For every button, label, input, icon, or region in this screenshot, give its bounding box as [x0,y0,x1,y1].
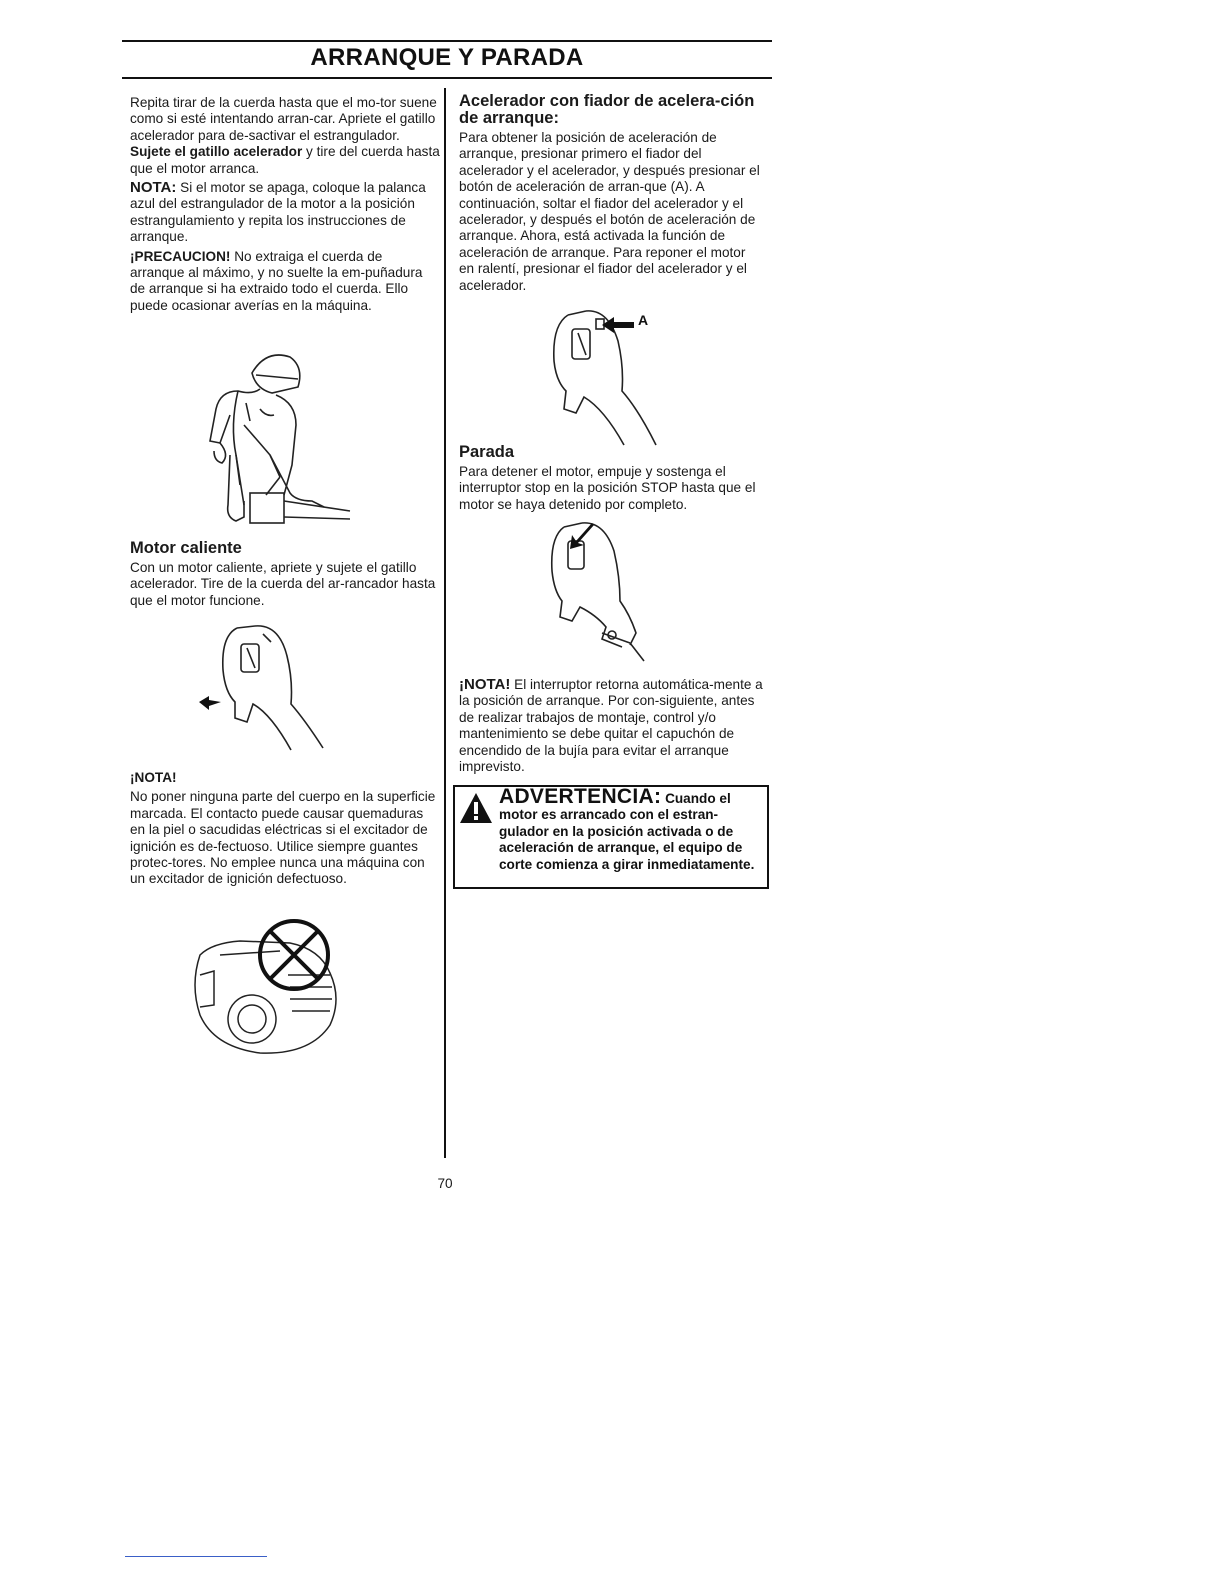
nota3-block [459,677,764,778]
nota2-label: ¡NOTA! [130,770,177,785]
stop-switch-figure [540,515,670,665]
nota3-paragraph: ¡NOTA! El interruptor retorna automática-mente a la posición de arranque. Por con-siguiente, antes de realizar trabajos de montaje, control y/o mantenimiento se debe quitar el capuchón de encendido de la bujía para evitar el arranque imprevisto. [459,676,763,775]
warning-title: ADVERTENCIA: [499,785,662,808]
warning-triangle-icon [458,791,494,825]
precaucion-label: ¡PRECAUCION! [130,248,231,264]
acelerador-text: Para obtener la posición de aceleración de arranque, presionar primero el fiador del acelerador y el acelerador, y después presionar el botón de aceleración de arran-que (A). A continuación, soltar el fiador del acelerador y el acelerador, y después el botón de aceleración de arranque. Ahora, está activada la función de aceleración de arranque. Para reponer el motor en ralentí, presionar el fiador del acelerador y el acelerador. [459,130,760,293]
acelerador-block [459,93,764,297]
footer-rule [125,1556,267,1557]
throttle-handle-figure-warm [195,620,330,755]
nota-label: NOTA: [130,179,177,197]
left-intro-block [130,95,440,317]
intro-bold: Sujete el gatillo acelerador [130,144,303,160]
operator-starting-figure [200,345,360,527]
warning-text [499,785,767,873]
motor-caliente-heading: Motor caliente [130,539,242,557]
header-rule-top [122,40,772,42]
figure-label-a: A [638,312,649,328]
arrow-icon [199,696,221,710]
acelerador-heading: Acelerador con fiador de acelera-ción de arranque: [459,92,755,127]
page-number: 70 [437,1176,453,1191]
nota2-text: No poner ninguna parte del cuerpo en la superficie marcada. El contacto puede causar quemaduras en la piel o sacudidas eléctricas si el excitador de ignición es de-fectuoso. Utilice siempre guantes protec-tores. No emplee nunca una máquina con un excitador de ignición defectuoso. [130,789,436,887]
throttle-handle-figure-a [540,305,675,450]
motor-caliente-text: Con un motor caliente, apriete y sujete el gatillo acelerador. Tire de la cuerda del ar-rancador hasta que el motor funcione. [130,560,436,608]
nota-paragraph: NOTA: Si el motor se apaga, coloque la palanca azul del estrangulador de la motor a la posición estrangulamiento y repita los instrucciones de arranque. [130,179,426,245]
nota2-block [130,770,440,891]
parada-block [459,444,764,516]
parada-text: Para detener el motor, empuje y sostenga el interruptor stop en la posición STOP hasta que el motor se haya detenido por completo. [459,464,756,512]
column-divider [444,88,446,1158]
nota3-label: ¡NOTA! [459,676,511,693]
header-rule-bottom [122,77,772,79]
parada-heading: Parada [459,443,515,461]
warning-box [453,785,769,889]
precaucion-paragraph: ¡PRECAUCION! No extraiga el cuerda de arranque al máximo, y no suelte la em-puñadura de arranque si ha extraido todo el cuerda. Ello puede ocasionar averías en la máquina. [130,248,423,313]
page-title: ARRANQUE Y PARADA [310,44,584,71]
engine-prohibition-figure [180,915,350,1060]
arrow-icon [570,523,594,549]
motor-caliente-block [130,540,440,612]
warning-body: Cuando el motor es arrancado con el estran-gulador en la posición activada o de aceleración de arranque, el equipo de corte comienza a girar inmediatamente. [499,791,755,872]
intro-paragraph: Repita tirar de la cuerda hasta que el mo-tor suene como si esté intentando arran-car. Apriete el gatillo acelerador para de-sactivar el estrangulador. Sujete el gatillo acelerador y tire del cuerda hasta que el motor arranca. [130,95,440,176]
